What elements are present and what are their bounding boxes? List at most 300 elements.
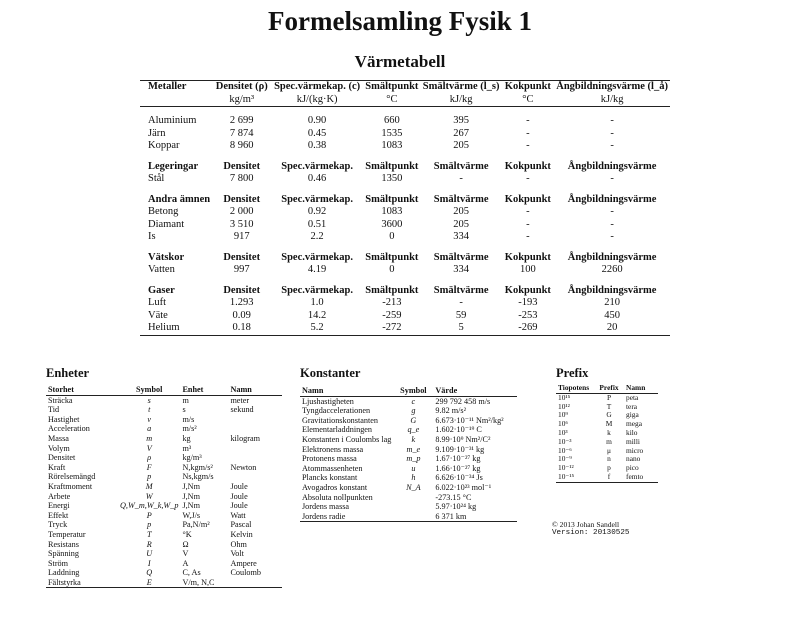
- units-cell: A: [182, 558, 189, 568]
- constants-cell: Gravitationskonstanten: [302, 415, 378, 425]
- table-row: [46, 463, 282, 473]
- constants-cell: Konstanten i Coulombs lag: [302, 434, 392, 444]
- prefix-cell: peta: [626, 392, 639, 402]
- table-row: [46, 520, 282, 530]
- table-row: [140, 297, 670, 310]
- table-row-cell: 0: [389, 264, 395, 275]
- units-cell: Q,W_m,W_k,W_p: [120, 501, 179, 511]
- heat-units-row-cell: kJ/kg: [421, 94, 502, 107]
- units-cell: s: [182, 405, 186, 415]
- table-row-cell: 5: [421, 322, 502, 335]
- units-cell: V/m, N,C: [180, 578, 228, 588]
- heat-header-row: [140, 81, 670, 94]
- units-cell: Joule: [230, 491, 248, 501]
- prefix-cell: 10⁻⁶: [558, 445, 572, 455]
- constants-cell: 1.602·10⁻¹⁹ C: [435, 425, 482, 435]
- table-row-cell: 205: [453, 206, 470, 217]
- table-row-cell: 0.92: [307, 206, 327, 217]
- table-row: [46, 472, 282, 482]
- heat-table: [140, 80, 670, 336]
- constants-cell: Avogadros konstant: [302, 482, 368, 492]
- alloys-header-row-cell: Densitet: [223, 160, 261, 172]
- units-header-row: [46, 385, 282, 395]
- prefix-cell: 10⁻¹²: [558, 463, 574, 473]
- table-row-cell: Vatten: [148, 264, 175, 275]
- units-cell: kg/m³: [182, 453, 202, 463]
- gases-header-row: [140, 285, 670, 298]
- alloys-header-row-cell: Smältvärme: [433, 160, 489, 172]
- liquids-header-row-cell: Smältvärme: [433, 251, 489, 263]
- units-cell: M: [145, 481, 153, 491]
- table-row: [46, 453, 282, 463]
- prefix-cell: nano: [626, 454, 641, 464]
- table-row-cell: 0.51: [307, 218, 327, 230]
- table-row-cell: 0: [389, 231, 395, 242]
- units-cell: p: [147, 520, 152, 530]
- units-cell: J,Nm: [182, 491, 200, 501]
- prefix-cell: k: [607, 427, 611, 437]
- units-cell: Laddning: [48, 568, 80, 578]
- heat-units-row-cell: [140, 94, 212, 107]
- heat-header-row-cell: Ångbildningsvärme (l_å): [554, 81, 670, 94]
- table-row-cell: 0.18: [212, 322, 271, 335]
- table-row-cell: 1083: [381, 140, 403, 151]
- units-cell: Ω: [182, 539, 189, 549]
- liquids-header-row-cell: Ångbildningsvärme: [567, 251, 657, 263]
- units-cell: V: [182, 549, 189, 559]
- gases-header-row-cell: Smältpunkt: [365, 284, 419, 296]
- units-cell: ρ: [147, 453, 152, 463]
- constants-cell: 6.022·10²³ mol⁻¹: [435, 482, 492, 492]
- table-row-cell: -: [526, 173, 530, 184]
- table-row-cell: 334: [453, 231, 470, 242]
- heat-units-row-cell: °C: [363, 94, 421, 107]
- units-cell: Fältstyrka: [46, 578, 118, 588]
- table-row-cell: Aluminium: [148, 115, 197, 126]
- table-row-cell: -259: [382, 309, 402, 321]
- table-row-cell: Betong: [148, 206, 179, 217]
- table-row-cell: 4.19: [307, 264, 327, 275]
- table-row-cell: 395: [453, 115, 470, 126]
- other-header-row-cell: Smältpunkt: [365, 193, 419, 205]
- constants-cell: 8.99·10⁹ Nm²/C²: [435, 434, 491, 444]
- heat-units-row-cell: kJ/kg: [554, 94, 670, 107]
- constants-cell: q_e: [407, 425, 420, 435]
- prefix-cell: 10⁹: [558, 410, 568, 420]
- table-row-cell: -: [610, 218, 614, 230]
- units-cell: Volt: [230, 549, 244, 559]
- units-cell: Ampere: [230, 558, 257, 568]
- gases-header-row-cell: Smältvärme: [433, 284, 489, 296]
- prefix-cell: milli: [626, 436, 640, 446]
- table-row: [140, 115, 670, 128]
- prefix-cell: 10¹⁵: [558, 392, 571, 402]
- other-header-row: [140, 194, 670, 207]
- constants-cell: c: [411, 396, 416, 406]
- units-cell: J,Nm: [182, 501, 200, 511]
- table-row-cell: 1083: [381, 206, 403, 217]
- table-row: [140, 231, 670, 244]
- table-row-cell: Väte: [148, 309, 168, 321]
- table-row: [300, 502, 517, 512]
- heat-header-row-cell: Metaller: [140, 81, 212, 94]
- constants-cell: 6.673·10⁻¹¹ Nm²/kg²: [435, 415, 504, 425]
- table-row: [46, 578, 282, 588]
- spacer-row: [140, 277, 670, 285]
- constants-cell: Tyngdaccelerationen: [302, 406, 371, 416]
- units-cell: I: [147, 558, 151, 568]
- units-cell: F: [146, 462, 152, 472]
- liquids-header-row-cell: Smältpunkt: [365, 251, 419, 263]
- constants-cell: Elektronens massa: [302, 444, 364, 454]
- table-row: [300, 425, 517, 435]
- prefix-cell: m: [606, 436, 612, 446]
- heat-units-row-cell: kg/m³: [212, 94, 271, 107]
- version-text: Version: 20130525: [552, 529, 630, 537]
- table-row: [46, 568, 282, 578]
- heat-header-row-cell: Kokpunkt: [502, 81, 555, 94]
- units-cell: Ohm: [230, 539, 247, 549]
- constants-table: [300, 386, 517, 522]
- table-row-cell: -272: [363, 322, 421, 335]
- table-row: [300, 445, 517, 455]
- table-row-cell: 917: [233, 231, 250, 242]
- alloys-header-row-cell: Legeringar: [148, 160, 199, 172]
- units-cell: Tryck: [48, 520, 68, 530]
- constants-cell: N_A: [406, 482, 421, 492]
- table-row-cell: 267: [453, 127, 470, 139]
- constants-cell: Atommassenheten: [302, 463, 363, 473]
- table-row: [300, 464, 517, 474]
- units-cell: [228, 415, 282, 425]
- table-row: [140, 206, 670, 219]
- units-header-cell: Symbol: [118, 385, 180, 395]
- table-row: [300, 435, 517, 445]
- constants-cell: 1.67·10⁻²⁷ kg: [435, 454, 481, 464]
- constants-cell: k: [411, 434, 416, 444]
- prefix-cell: 10⁻³: [558, 436, 572, 446]
- table-row-cell: -: [610, 127, 614, 139]
- units-cell: m/s: [182, 414, 195, 424]
- table-row-cell: 205: [453, 140, 470, 151]
- table-row-cell: Helium: [140, 322, 212, 335]
- table-row-cell: -269: [502, 322, 555, 335]
- table-row: [556, 473, 658, 482]
- table-row-cell: -: [526, 206, 530, 217]
- constants-cell: G: [410, 415, 417, 425]
- units-cell: [228, 424, 282, 434]
- units-cell: p: [147, 472, 152, 482]
- table-row: [46, 511, 282, 521]
- table-row-cell: -: [610, 173, 614, 184]
- units-cell: Pascal: [230, 520, 252, 530]
- constants-cell: 9.82 m/s²: [435, 406, 467, 416]
- table-row-cell: -213: [382, 297, 402, 308]
- table-row-cell: 997: [233, 264, 250, 275]
- table-row: [46, 395, 282, 405]
- table-row-cell: 5.2: [271, 322, 363, 335]
- units-title: Enheter: [46, 366, 90, 380]
- prefix-cell: 10⁶: [558, 419, 568, 429]
- units-cell: Densitet: [48, 453, 76, 463]
- units-cell: Effekt: [48, 510, 69, 520]
- table-row: [300, 416, 517, 426]
- units-cell: Energi: [48, 501, 70, 511]
- units-cell: m³: [182, 443, 192, 453]
- table-row-cell: 14.2: [307, 309, 327, 321]
- units-cell: Coulomb: [230, 568, 261, 578]
- heat-header-row-cell: Spec.värmekap. (c): [271, 81, 363, 94]
- table-row-cell: 2260: [601, 264, 623, 275]
- prefix-cell: kilo: [626, 427, 638, 437]
- constants-cell: m_p: [406, 454, 421, 464]
- constants-cell: Jordens massa: [302, 502, 350, 512]
- units-table: [46, 385, 282, 588]
- table-row-cell: 2 000: [229, 206, 254, 217]
- table-row-cell: -: [610, 206, 614, 217]
- prefix-cell: 10¹²: [558, 401, 570, 411]
- units-cell: Volym: [48, 443, 70, 453]
- constants-cell: Jordens radie: [300, 512, 393, 522]
- table-row-cell: 20: [554, 322, 670, 335]
- prefix-cell: G: [606, 410, 612, 420]
- units-cell: kilogram: [230, 433, 260, 443]
- units-cell: [228, 444, 282, 454]
- prefix-cell: micro: [626, 445, 644, 455]
- units-cell: Ns,kgm/s: [182, 472, 214, 482]
- constants-cell: 9.109·10⁻³¹ kg: [435, 444, 485, 454]
- table-row-cell: Stål: [148, 173, 165, 184]
- table-row-cell: -: [526, 115, 530, 126]
- spacer-row: [140, 244, 670, 252]
- table-row-cell: 450: [604, 309, 620, 321]
- units-cell: Pa,N/m²: [182, 520, 210, 530]
- units-cell: [228, 578, 282, 588]
- table-row: [140, 128, 670, 141]
- table-row: [300, 493, 517, 503]
- gases-header-row-cell: Densitet: [223, 284, 261, 296]
- constants-cell: Ljushastigheten: [302, 396, 354, 406]
- prefix-header-cell: Namn: [624, 384, 658, 393]
- units-cell: T: [146, 529, 152, 539]
- table-row-cell: -: [459, 297, 463, 308]
- other-header-row-cell: Smältvärme: [433, 193, 489, 205]
- prefix-header-cell: Tiopotens: [556, 384, 594, 393]
- constants-cell: 299 792 458 m/s: [435, 396, 491, 406]
- prefix-cell: mega: [626, 419, 643, 429]
- table-row-cell: 0.09: [232, 309, 251, 321]
- table-row-cell: 7 800: [229, 173, 254, 184]
- units-cell: m: [146, 433, 153, 443]
- constants-cell: 6 371 km: [433, 512, 517, 522]
- table-row-cell: 3600: [381, 218, 403, 230]
- alloys-header-row-cell: Ångbildningsvärme: [567, 160, 657, 172]
- other-header-row-cell: Densitet: [223, 193, 261, 205]
- table-row-cell: 1.0: [310, 297, 324, 308]
- table-row: [46, 540, 282, 550]
- table-row: [140, 310, 670, 323]
- table-row-cell: 1350: [381, 173, 403, 184]
- alloys-header-row-cell: Kokpunkt: [504, 160, 551, 172]
- table-row-cell: 0.90: [307, 115, 327, 126]
- units-cell: Arbete: [48, 491, 71, 501]
- table-row-cell: 0.46: [307, 173, 327, 184]
- units-header-cell: Storhet: [46, 385, 118, 395]
- spacer-row: [140, 107, 670, 116]
- heat-units-row-cell: °C: [502, 94, 555, 107]
- table-row-cell: 2.2: [310, 231, 324, 242]
- liquids-header-row-cell: Spec.värmekap.: [281, 251, 353, 263]
- table-row: [140, 140, 670, 153]
- units-cell: Hastighet: [48, 414, 80, 424]
- table-row: [46, 559, 282, 569]
- other-header-row-cell: Kokpunkt: [504, 193, 551, 205]
- units-cell: Kraftmoment: [48, 481, 93, 491]
- table-row: [46, 424, 282, 434]
- prefix-cell: femto: [624, 473, 658, 482]
- table-row-cell: -: [610, 231, 614, 242]
- prefix-cell: f: [594, 473, 624, 482]
- units-cell: N,kgm/s²: [182, 462, 213, 472]
- table-row-cell: 660: [383, 115, 400, 126]
- table-row-cell: 1.293: [229, 297, 254, 308]
- table-row: [46, 549, 282, 559]
- units-cell: Watt: [230, 510, 246, 520]
- heat-table-title: Värmetabell: [354, 52, 446, 71]
- table-row-cell: 210: [604, 297, 620, 308]
- units-cell: sekund: [230, 405, 254, 415]
- constants-cell: 6.626·10⁻³⁴ Js: [435, 473, 483, 483]
- constants-header-cell: Namn: [300, 386, 393, 396]
- gases-header-row-cell: Gaser: [148, 284, 175, 296]
- units-cell: °K: [182, 529, 192, 539]
- table-row: [140, 173, 670, 186]
- liquids-header-row-cell: Densitet: [223, 251, 261, 263]
- units-cell: E: [118, 578, 180, 588]
- gases-header-row-cell: Spec.värmekap.: [281, 284, 353, 296]
- table-row-cell: -: [459, 173, 463, 184]
- units-cell: W: [145, 491, 153, 501]
- units-cell: U: [146, 549, 153, 559]
- table-row-cell: 100: [519, 264, 536, 275]
- table-row-cell: -: [526, 218, 530, 230]
- prefix-cell: 10⁻¹⁵: [556, 473, 594, 482]
- table-row: [300, 396, 517, 406]
- table-row-cell: Koppar: [148, 140, 180, 151]
- constants-cell: 5.97·10²⁴ kg: [435, 502, 477, 512]
- table-row: [46, 482, 282, 492]
- units-cell: kg: [182, 433, 191, 443]
- table-row-cell: 59: [455, 309, 467, 321]
- gases-header-row-cell: Ångbildningsvärme: [567, 284, 657, 296]
- units-header-cell: Namn: [228, 385, 282, 395]
- alloys-header-row-cell: Spec.värmekap.: [281, 160, 353, 172]
- units-cell: [228, 453, 282, 463]
- prefix-cell: giga: [626, 410, 639, 420]
- table-row-cell: 8 960: [229, 140, 254, 151]
- units-cell: v: [147, 414, 152, 424]
- table-row: [140, 264, 670, 277]
- table-row: [140, 322, 670, 335]
- units-cell: m/s²: [182, 424, 197, 434]
- units-cell: J,Nm: [182, 481, 200, 491]
- spacer-row: [140, 186, 670, 194]
- other-header-row-cell: Andra ämnen: [148, 193, 211, 205]
- table-row-cell: Is: [148, 231, 156, 242]
- prefix-cell: μ: [607, 445, 611, 455]
- table-row-cell: -: [610, 140, 614, 151]
- constants-cell: Absoluta nollpunkten: [302, 492, 373, 502]
- copyright-text: © 2013 Johan Sandell: [552, 520, 620, 529]
- other-header-row-cell: Ångbildningsvärme: [567, 193, 657, 205]
- units-cell: a: [147, 424, 152, 434]
- table-row-cell: 0.45: [307, 127, 327, 139]
- constants-cell: m_e: [406, 444, 421, 454]
- document-title: Formelsamling Fysik 1: [268, 6, 532, 36]
- table-row: [46, 501, 282, 511]
- constants-header-cell: Symbol: [393, 386, 433, 396]
- table-row-cell: 1535: [381, 127, 403, 139]
- prefix-cell: n: [607, 454, 611, 464]
- heat-units-row-cell: kJ/(kg·K): [271, 94, 363, 107]
- units-cell: t: [148, 405, 151, 415]
- prefix-title: Prefix: [556, 366, 589, 380]
- constants-cell: Elementarladdningen: [302, 425, 373, 435]
- constants-cell: 1.66·10⁻²⁷ kg: [435, 463, 481, 473]
- constants-cell: -273.15 °C: [435, 492, 472, 502]
- heat-header-row-cell: Smältvärme (l_s): [422, 81, 500, 92]
- units-cell: P: [146, 510, 152, 520]
- constants-cell: [393, 502, 433, 512]
- units-cell: Spänning: [48, 549, 79, 559]
- constants-cell: u: [411, 463, 416, 473]
- table-row: [300, 512, 517, 522]
- prefix-header-row: [556, 384, 658, 393]
- gases-header-row-cell: Kokpunkt: [504, 284, 551, 296]
- heat-units-row: [140, 94, 670, 107]
- prefix-table: [556, 384, 658, 483]
- table-row: [46, 405, 282, 415]
- units-cell: Joule: [230, 481, 248, 491]
- units-header-cell: Enhet: [180, 385, 228, 395]
- units-cell: Q: [146, 568, 153, 578]
- constants-cell: g: [411, 406, 416, 416]
- units-cell: m: [182, 395, 189, 405]
- units-cell: R: [146, 539, 152, 549]
- units-cell: Rörelsemängd: [48, 472, 96, 482]
- constants-header-cell: Värde: [433, 386, 517, 396]
- table-row-cell: 7 874: [229, 127, 254, 139]
- table-row-cell: Järn: [148, 127, 166, 139]
- units-cell: V: [146, 443, 152, 453]
- table-row: [46, 434, 282, 444]
- units-cell: Kelvin: [230, 529, 253, 539]
- table-row: [46, 530, 282, 540]
- units-cell: Acceleration: [48, 424, 90, 434]
- units-cell: [228, 472, 282, 482]
- prefix-cell: p: [607, 463, 611, 473]
- table-row: [300, 406, 517, 416]
- constants-cell: Protonens massa: [302, 454, 357, 464]
- constants-cell: [393, 493, 433, 503]
- constants-header-row: [300, 386, 517, 396]
- units-cell: Sträcka: [48, 395, 73, 405]
- heat-header-row-cell: Densitet (ρ): [212, 81, 271, 94]
- other-header-row-cell: Spec.värmekap.: [281, 193, 353, 205]
- units-cell: meter: [230, 395, 250, 405]
- constants-cell: [393, 512, 433, 522]
- units-cell: Tid: [48, 405, 60, 415]
